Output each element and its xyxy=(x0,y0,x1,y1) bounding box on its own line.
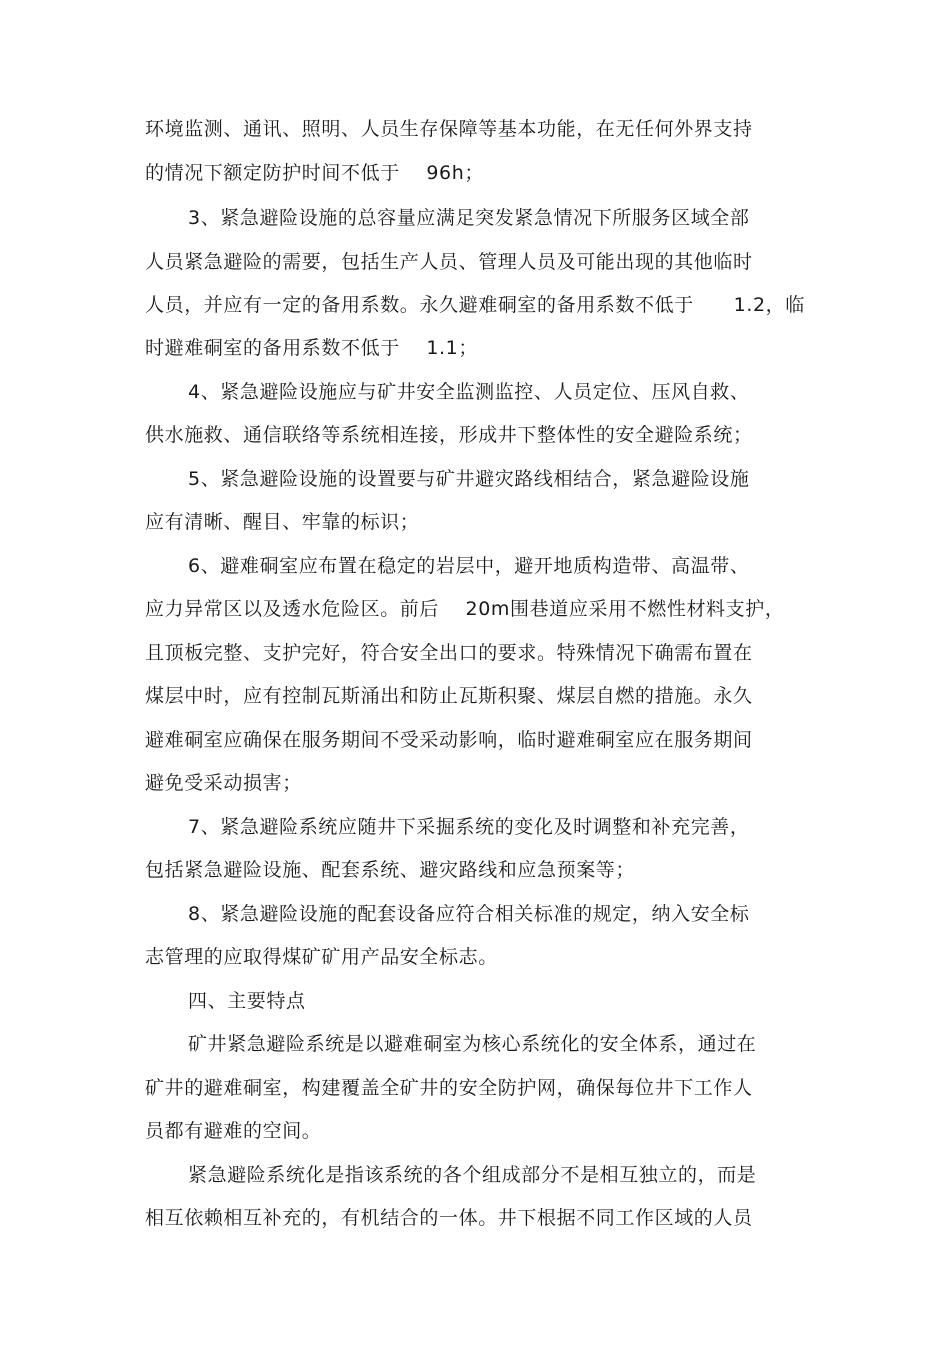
text-line: 4、紧急避险设施应与矿井安全监测监控、人员定位、压风自救、 xyxy=(188,381,750,403)
text-line: 矿井的避难硐室，构建覆盖全矿井的安全防护网，确保每位井下工作人 xyxy=(145,1077,753,1099)
text-line: 且顶板完整、支护完好，符合安全出口的要求。特殊情况下确需布置在 xyxy=(145,642,753,664)
text-line: 时避难硐室的备用系数不低于 1.1； xyxy=(145,337,478,359)
text-line: 紧急避险系统化是指该系统的各个组成部分不是相互独立的，而是 xyxy=(188,1164,757,1186)
text-line: 7、紧急避险系统应随井下采掘系统的变化及时调整和补充完善， xyxy=(188,816,750,838)
text-line: 的情况下额定防护时间不低于 96h； xyxy=(145,162,484,184)
text-line: 应力异常区以及透水危险区。前后 20m围巷道应采用不燃性材料支护， xyxy=(145,598,785,620)
text-line: 包括紧急避险设施、配套系统、避灾路线和应急预案等； xyxy=(145,859,636,881)
text-line: 人员，并应有一定的备用系数。永久避难硐室的备用系数不低于 1.2，临 xyxy=(145,294,805,316)
text-line: 环境监测、通讯、照明、人员生存保障等基本功能，在无任何外界支持 xyxy=(145,118,753,140)
text-line: 矿井紧急避险系统是以避难硐室为核心系统化的安全体系，通过在 xyxy=(188,1033,757,1055)
section-heading: 四、主要特点 xyxy=(188,990,306,1012)
text-line: 8、紧急避险设施的配套设备应符合相关标准的规定，纳入安全标 xyxy=(188,903,750,925)
text-line: 志管理的应取得煤矿矿用产品安全标志。 xyxy=(145,946,498,968)
text-line: 避难硐室应确保在服务期间不受采动影响，临时避难硐室应在服务期间 xyxy=(145,729,753,751)
text-line: 避免受采动损害； xyxy=(145,772,302,794)
text-line: 6、避难硐室应布置在稳定的岩层中，避开地质构造带、高温带、 xyxy=(188,555,750,577)
text-line: 5、紧急避险设施的设置要与矿井避灾路线相结合，紧急避险设施 xyxy=(188,468,750,490)
text-line: 煤层中时，应有控制瓦斯涌出和防止瓦斯积聚、煤层自燃的措施。永久 xyxy=(145,685,753,707)
text-line: 员都有避难的空间。 xyxy=(145,1120,322,1142)
text-line: 应有清晰、醒目、牢靠的标识； xyxy=(145,511,420,533)
text-line: 3、紧急避险设施的总容量应满足突发紧急情况下所服务区域全部 xyxy=(188,207,750,229)
text-line: 相互依赖相互补充的，有机结合的一体。井下根据不同工作区域的人员 xyxy=(145,1207,753,1229)
text-line: 人员紧急避险的需要，包括生产人员、管理人员及可能出现的其他临时 xyxy=(145,251,753,273)
text-line: 供水施救、通信联络等系统相连接，形成井下整体性的安全避险系统； xyxy=(145,424,753,446)
